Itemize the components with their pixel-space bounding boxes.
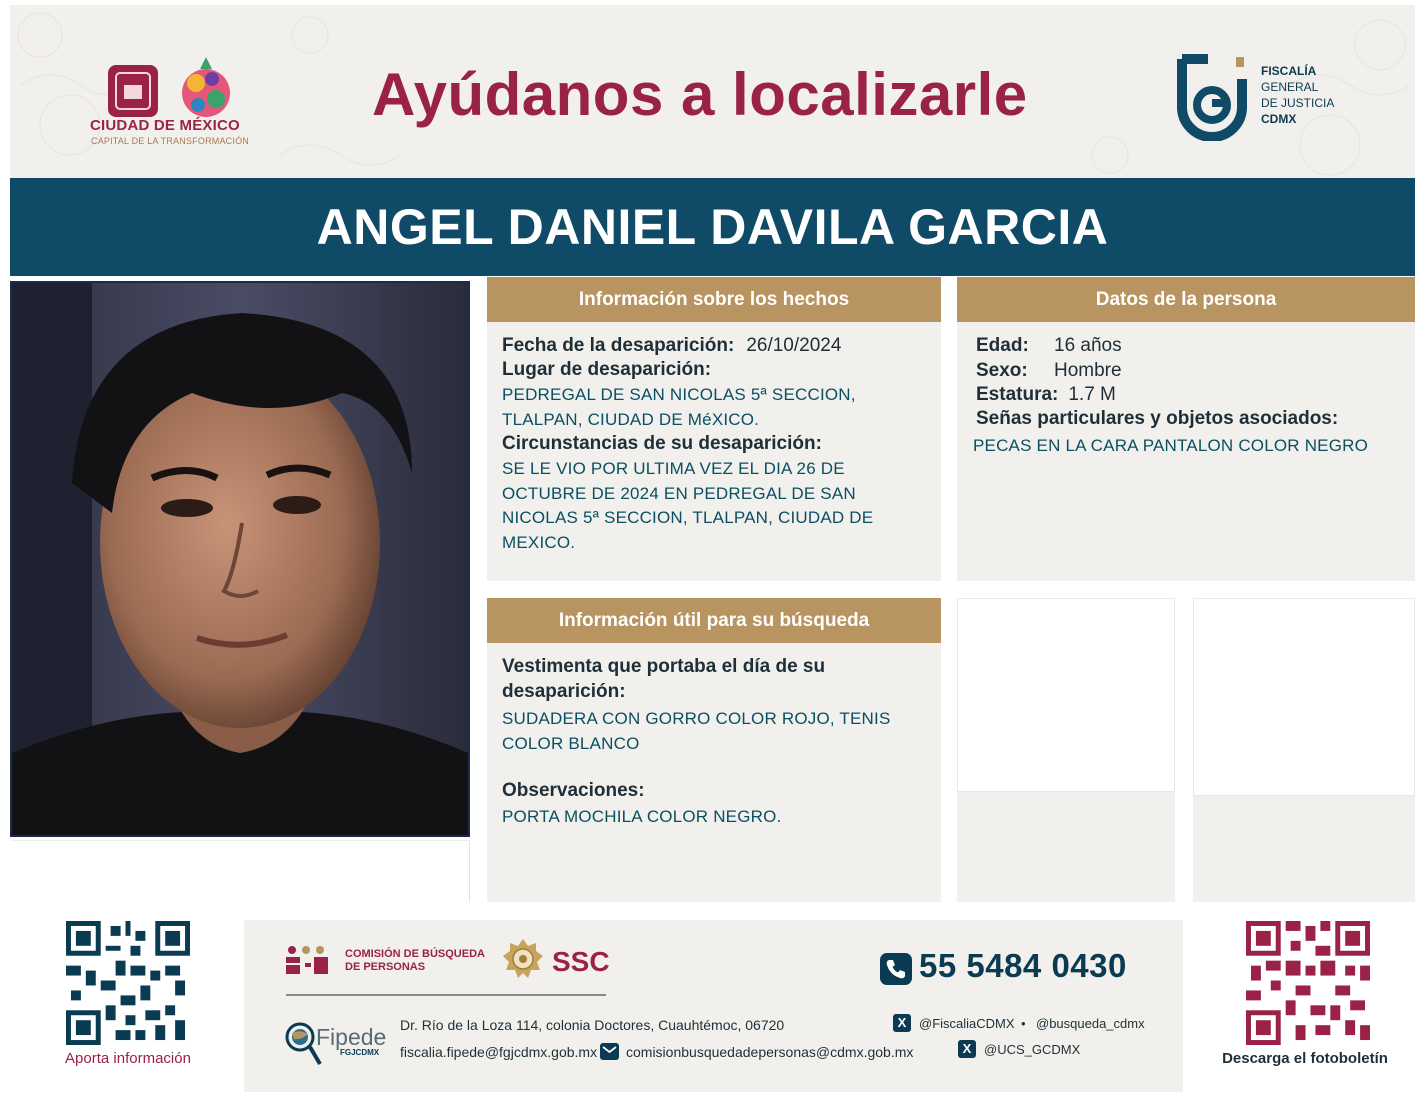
senas-label: Señas particulares y objetos asociados: (976, 408, 1339, 429)
sexo-label: Sexo: (976, 360, 1028, 381)
cbp-line-2: DE PERSONAS (345, 961, 426, 973)
estatura-label: Estatura: (976, 384, 1059, 405)
person-name: ANGEL DANIEL DAVILA GARCIA (316, 199, 1109, 255)
ssc-badge-icon (502, 938, 544, 980)
senas-value: PECAS EN LA CARA PANTALON COLOR NEGRO (973, 436, 1369, 455)
header-banner (10, 5, 1415, 178)
panel-datos-heading: Datos de la persona (957, 277, 1415, 322)
panel-hechos-heading: Información sobre los hechos (487, 277, 941, 322)
observaciones-label: Observaciones: (502, 780, 645, 801)
qr-code-descarga-icon[interactable] (1246, 921, 1370, 1045)
page-title: Ayúdanos a localizarle (372, 61, 1028, 128)
phone-icon (880, 953, 912, 985)
social-fiscalia[interactable]: @FiscaliaCDMX (919, 1016, 1015, 1031)
fgj-logo-icon (1172, 49, 1252, 141)
extra-panel-2 (1193, 598, 1415, 902)
comision-busqueda-name (345, 948, 485, 974)
fgj-name (1261, 63, 1334, 127)
qr-right-label[interactable]: Descarga el fotoboletín (1222, 1050, 1388, 1067)
fecha-value: 26/10/2024 (746, 335, 842, 356)
cdmx-name: CIUDAD DE MÉXICO (90, 117, 240, 134)
fgj-line-2: GENERAL (1261, 80, 1319, 94)
fipede-name: Fipede (316, 1024, 387, 1050)
lugar-value: PEDREGAL DE SAN NICOLAS 5ª SECCION, TLALPAN, CIUDAD DE MéXICO. (502, 385, 856, 429)
extra-panel-1 (957, 598, 1175, 902)
fgj-line-4: CDMX (1261, 112, 1297, 126)
lugar-label: Lugar de desaparición: (502, 359, 712, 380)
sexo-value: Hombre (1054, 360, 1122, 381)
comision-busqueda-logo-icon (286, 945, 334, 975)
extra-image-2 (1193, 598, 1415, 796)
social-busqueda[interactable]: @busqueda_cdmx (1036, 1016, 1145, 1031)
cbp-line-1: COMISIÓN DE BÚSQUEDA (345, 948, 485, 960)
cdmx-tagline: CAPITAL DE LA TRANSFORMACIÓN (91, 136, 249, 146)
ssc-name: SSC (552, 946, 610, 977)
panel-busqueda-heading: Información útil para su búsqueda (487, 598, 941, 643)
email-fipede[interactable]: fiscalia.fipede@fgjcdmx.gob.mx (400, 1044, 598, 1060)
extra-image-1 (957, 598, 1175, 792)
fipede-sub: FGJCDMX (340, 1048, 380, 1057)
email-comision[interactable]: comisionbusquedadepersonas@cdmx.gob.mx (626, 1044, 914, 1060)
x-social-icon: X (893, 1014, 911, 1032)
estatura-value: 1.7 M (1068, 384, 1116, 405)
photo-caption-area (10, 840, 470, 902)
mail-icon (600, 1043, 619, 1060)
fgj-line-1: FISCALÍA (1261, 64, 1317, 78)
address-text: Dr. Río de la Loza 114, colonia Doctores, Cuauhtémoc, 06720 (400, 1017, 785, 1033)
fecha-label: Fecha de la desaparición: (502, 335, 735, 356)
x-social-icon: X (958, 1040, 976, 1058)
phone-number[interactable]: 55 5484 0430 (919, 947, 1127, 984)
social-ucs[interactable]: @UCS_GCDMX (984, 1042, 1081, 1057)
panel-datos-persona (957, 277, 1415, 581)
circunstancias-label: Circunstancias de su desaparición: (502, 433, 822, 454)
qr-code-aporta-icon[interactable] (66, 921, 190, 1045)
panel-hechos (487, 277, 941, 581)
person-photo-illustration (12, 283, 468, 835)
qr-left-label[interactable]: Aporta información (65, 1050, 191, 1067)
edad-value: 16 años (1054, 335, 1122, 356)
vestimenta-value: SUDADERA CON GORRO COLOR ROJO, TENIS COLOR BLANCO (502, 709, 891, 753)
observaciones-value: PORTA MOCHILA COLOR NEGRO. (502, 807, 782, 826)
social-separator: • (1021, 1016, 1026, 1031)
contact-divider (286, 994, 606, 996)
contact-box (244, 920, 1183, 1092)
person-photo (10, 281, 470, 837)
vestimenta-label: Vestimenta que portaba el día de su desaparición: (502, 656, 826, 702)
panel-busqueda (487, 598, 941, 902)
circunstancias-value: SE LE VIO POR ULTIMA VEZ EL DIA 26 DE OCTUBRE DE 2024 EN PEDREGAL DE SAN NICOLAS 5ª SECCION, TLALPAN, CIUDAD DE MEXICO. (502, 459, 874, 552)
fgj-line-3: DE JUSTICIA (1261, 96, 1335, 110)
name-banner (10, 178, 1415, 276)
edad-label: Edad: (976, 335, 1029, 356)
